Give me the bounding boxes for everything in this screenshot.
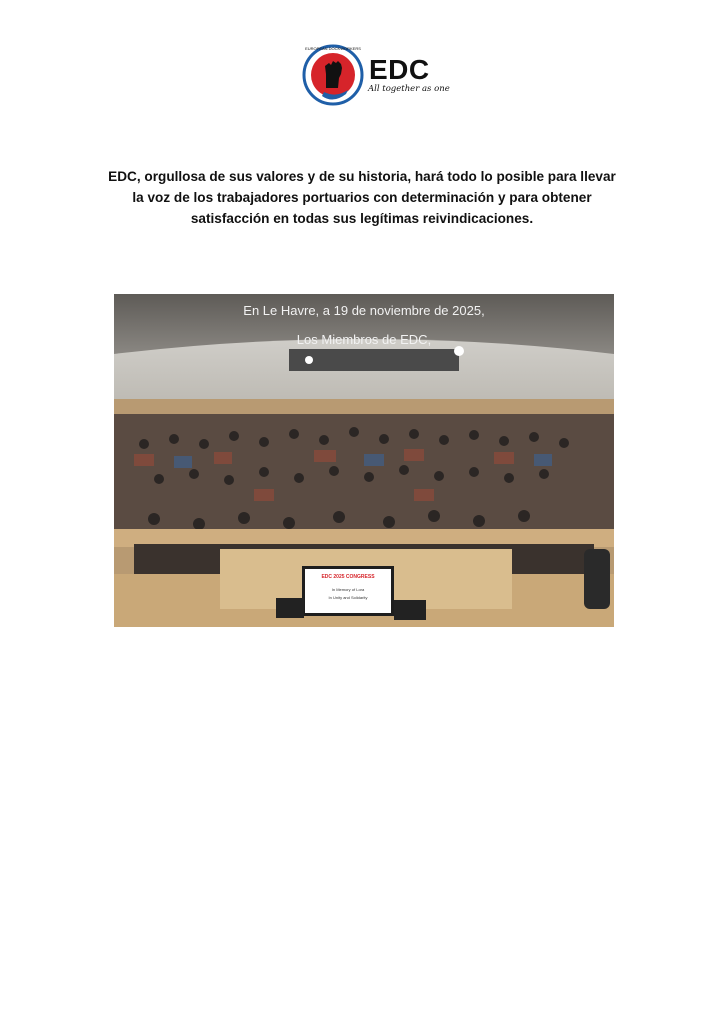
screen-title: EDC 2025 CONGRESS bbox=[321, 574, 375, 580]
statement-line: la voz de los trabajadores portuarios con determinación y para obtener bbox=[132, 190, 592, 205]
edc-logo bbox=[302, 42, 450, 110]
statement-paragraph bbox=[96, 166, 628, 229]
statement-line: EDC, orgullosa de sus valores y de su historia, hará todo lo posible para llevar bbox=[108, 169, 616, 184]
svg-text:EUROPEAN DOCKWORKERS: EUROPEAN DOCKWORKERS bbox=[305, 46, 361, 51]
statement-line: satisfacción en todas sus legítimas reivindicaciones. bbox=[190, 211, 534, 226]
signature-text: Los Miembros de EDC, bbox=[296, 332, 432, 347]
screen-line-2: In Unity and Solidarity bbox=[328, 595, 368, 600]
logo-wordmark: EDC bbox=[369, 54, 430, 85]
group-photo bbox=[114, 294, 614, 627]
raised-fist-icon bbox=[302, 44, 364, 106]
screen-line-1: In Memory of Lora bbox=[331, 587, 365, 592]
logo-tagline: All together as one bbox=[368, 84, 450, 94]
place-date-text: En Le Havre, a 19 de noviembre de 2025, bbox=[243, 303, 485, 318]
